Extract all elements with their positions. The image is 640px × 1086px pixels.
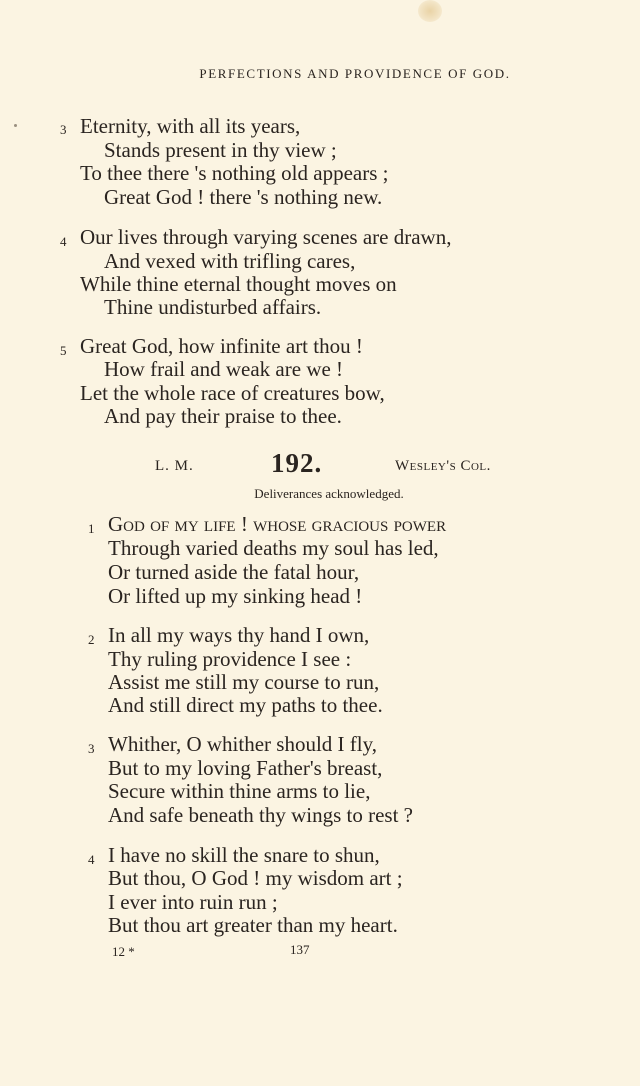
ink-speck [14, 124, 17, 127]
verse-line: And pay their praise to thee. [104, 404, 342, 428]
verse-line: I have no skill the snare to shun, [108, 843, 380, 867]
stanza-number: 2 [88, 632, 95, 647]
verse-line: Great God ! there 's nothing new. [104, 185, 383, 209]
verse-line: Or turned aside the fatal hour, [108, 560, 360, 584]
verse-line: But to my loving Father's breast, [108, 756, 383, 780]
verse-line: Through varied deaths my soul has led, [108, 536, 439, 560]
hymn-source: Wesley's Col. [395, 458, 491, 474]
page-number: 137 [290, 942, 310, 957]
stanza-number: 4 [88, 852, 95, 867]
verse-line: Thy ruling providence I see : [108, 647, 352, 671]
running-head: PERFECTIONS AND PROVIDENCE OF GOD. [199, 66, 511, 81]
verse-line: To thee there 's nothing old appears ; [80, 161, 389, 185]
verse-line: And safe beneath thy wings to rest ? [108, 803, 414, 827]
hymn-number: 192. [271, 448, 323, 478]
hymn-meter: L. M. [155, 458, 194, 474]
verse-line: Great God, how infinite art thou ! [80, 334, 363, 358]
verse-line: But thou, O God ! my wisdom art ; [108, 866, 403, 890]
stanza-number: 4 [60, 234, 67, 249]
verse-line: Or lifted up my sinking head ! [108, 584, 363, 608]
stanza-number: 3 [60, 122, 67, 137]
verse-line: And vexed with trifling cares, [104, 249, 356, 273]
verse-line: But thou art greater than my heart. [108, 913, 398, 937]
stanza-number: 5 [60, 343, 67, 358]
verse-line: I ever into ruin run ; [108, 890, 278, 914]
verse-line-text: God of my life ! whose gracious power [108, 512, 447, 536]
verse-line [108, 512, 446, 536]
verse-line: Stands present in thy view ; [104, 138, 337, 162]
verse-line: Whither, O whither should I fly, [108, 732, 377, 756]
stanza-number: 1 [88, 521, 95, 536]
signature-mark: 12 * [112, 944, 135, 959]
verse-line: Let the whole race of creatures bow, [80, 381, 385, 405]
verse-line: How frail and weak are we ! [104, 357, 344, 381]
verse-line: Eternity, with all its years, [80, 114, 301, 138]
stanza-number: 3 [88, 741, 95, 756]
verse-line: Secure within thine arms to lie, [108, 779, 371, 803]
verse-line: And still direct my paths to thee. [108, 693, 383, 717]
paper-stain [418, 0, 442, 22]
verse-line: While thine eternal thought moves on [80, 272, 397, 296]
verse-line: Thine undisturbed affairs. [104, 295, 322, 319]
verse-line: Our lives through varying scenes are drawn, [80, 225, 452, 249]
hymn-subtitle: Deliverances acknowledged. [254, 486, 404, 501]
verse-line: Assist me still my course to run, [108, 670, 380, 694]
verse-line: In all my ways thy hand I own, [108, 623, 370, 647]
